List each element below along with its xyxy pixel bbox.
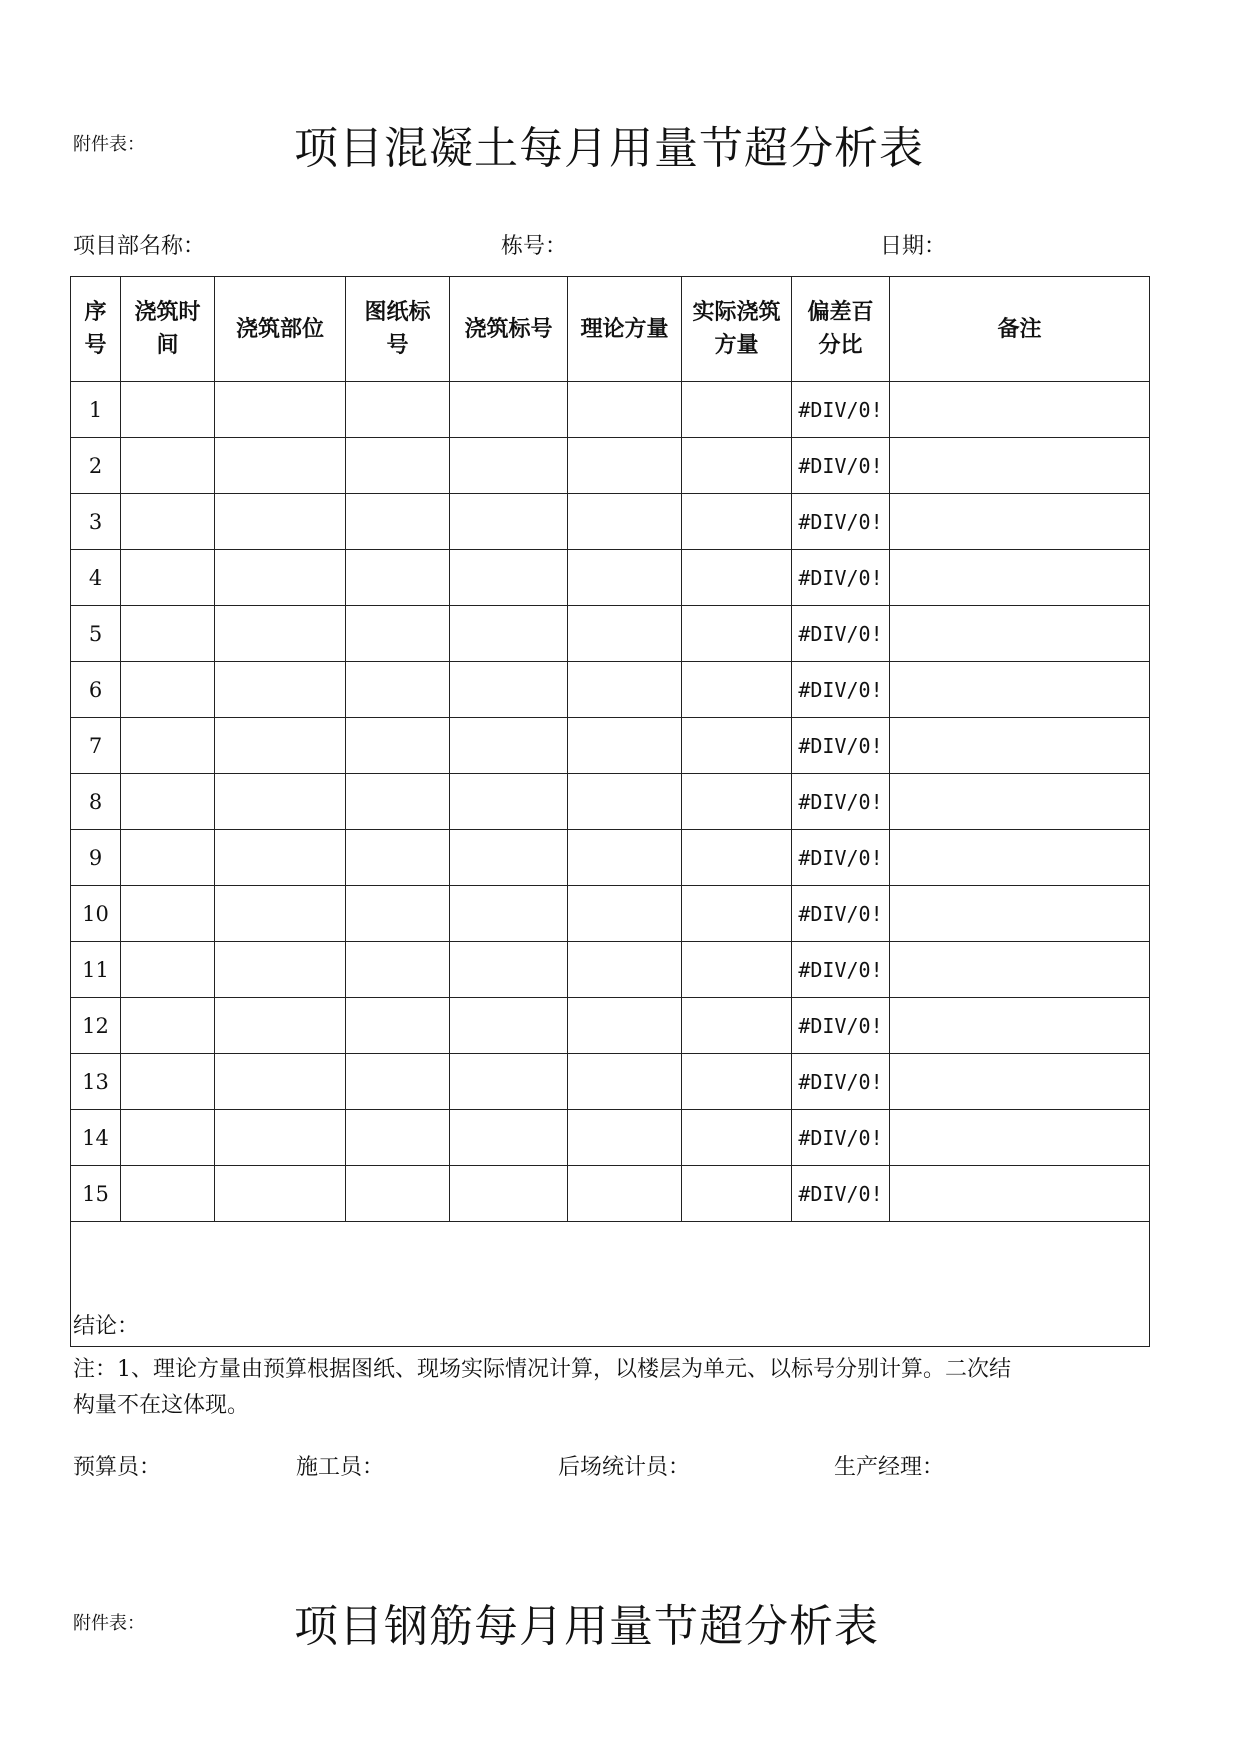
empty-cell: [346, 774, 450, 830]
empty-cell: [450, 774, 568, 830]
empty-cell: [121, 998, 215, 1054]
empty-cell: [346, 438, 450, 494]
empty-cell: [450, 494, 568, 550]
empty-cell: [121, 774, 215, 830]
date-label: 日期：: [880, 234, 947, 259]
table-row: [71, 606, 1150, 662]
table-row: [71, 382, 1150, 438]
empty-cell: [450, 1166, 568, 1222]
table-row: [71, 774, 1150, 830]
serial-no-cell: 8: [71, 774, 121, 830]
note-line-1: 注：1、理论方量由预算根据图纸、现场实际情况计算，以楼层为单元、以标号分别计算。二次结: [73, 1357, 1012, 1382]
empty-cell: [682, 998, 792, 1054]
empty-cell: [215, 830, 346, 886]
empty-cell: [568, 830, 682, 886]
deviation-cell: #DIV/0!: [792, 1166, 890, 1222]
deviation-cell: #DIV/0!: [792, 382, 890, 438]
building-number-label: 栋号：: [501, 234, 568, 259]
empty-cell: [450, 830, 568, 886]
serial-no-cell: 4: [71, 550, 121, 606]
empty-cell: [682, 382, 792, 438]
empty-cell: [215, 662, 346, 718]
empty-cell: [682, 606, 792, 662]
empty-cell: [346, 718, 450, 774]
empty-cell: [682, 942, 792, 998]
deviation-cell: #DIV/0!: [792, 550, 890, 606]
empty-cell: [682, 718, 792, 774]
empty-cell: [568, 718, 682, 774]
header-pour-grade: 浇筑标号: [450, 277, 568, 382]
empty-cell: [215, 1054, 346, 1110]
signature-manager: 生产经理：: [834, 1455, 945, 1480]
empty-cell: [890, 942, 1150, 998]
serial-no-cell: 1: [71, 382, 121, 438]
header-serial-no: 序 号: [71, 277, 121, 382]
empty-cell: [346, 606, 450, 662]
deviation-cell: #DIV/0!: [792, 942, 890, 998]
serial-no-cell: 3: [71, 494, 121, 550]
table-row: [71, 718, 1150, 774]
empty-cell: [890, 830, 1150, 886]
serial-no-cell: 7: [71, 718, 121, 774]
empty-cell: [121, 830, 215, 886]
deviation-cell: #DIV/0!: [792, 662, 890, 718]
empty-cell: [682, 438, 792, 494]
page-title-2: 项目钢筋每月用量节超分析表: [294, 1601, 879, 1652]
empty-cell: [450, 718, 568, 774]
empty-cell: [568, 886, 682, 942]
empty-cell: [346, 662, 450, 718]
concrete-usage-table: [70, 276, 1150, 1347]
attachment-label-2: 附件表：: [73, 1613, 145, 1634]
deviation-cell: #DIV/0!: [792, 998, 890, 1054]
empty-cell: [215, 550, 346, 606]
table-row: [71, 942, 1150, 998]
header-remarks: 备注: [890, 277, 1150, 382]
empty-cell: [890, 494, 1150, 550]
empty-cell: [215, 382, 346, 438]
empty-cell: [890, 382, 1150, 438]
empty-cell: [568, 438, 682, 494]
empty-cell: [346, 830, 450, 886]
header-actual-volume: 实际浇筑 方量: [682, 277, 792, 382]
attachment-label: 附件表：: [73, 134, 145, 155]
note-line-2: 构量不在这体现。: [73, 1393, 250, 1418]
empty-cell: [215, 438, 346, 494]
deviation-cell: #DIV/0!: [792, 886, 890, 942]
empty-cell: [121, 606, 215, 662]
signature-budget: 预算员：: [73, 1455, 162, 1480]
empty-cell: [568, 382, 682, 438]
empty-cell: [890, 886, 1150, 942]
deviation-cell: #DIV/0!: [792, 1054, 890, 1110]
empty-cell: [215, 774, 346, 830]
table-row: [71, 1166, 1150, 1222]
serial-no-cell: 10: [71, 886, 121, 942]
empty-cell: [346, 550, 450, 606]
table-row: [71, 550, 1150, 606]
empty-cell: [121, 718, 215, 774]
table-row: [71, 1054, 1150, 1110]
empty-cell: [346, 998, 450, 1054]
serial-no-cell: 12: [71, 998, 121, 1054]
table-header-row: [71, 277, 1150, 382]
signature-statistician: 后场统计员：: [558, 1455, 691, 1480]
empty-cell: [121, 942, 215, 998]
empty-cell: [568, 606, 682, 662]
empty-cell: [568, 1054, 682, 1110]
empty-cell: [346, 1110, 450, 1166]
empty-cell: [890, 718, 1150, 774]
header-pour-time: 浇筑时 间: [121, 277, 215, 382]
table-row: [71, 494, 1150, 550]
empty-cell: [890, 1110, 1150, 1166]
empty-cell: [346, 494, 450, 550]
empty-cell: [682, 1054, 792, 1110]
empty-cell: [568, 1110, 682, 1166]
serial-no-cell: 6: [71, 662, 121, 718]
empty-cell: [121, 550, 215, 606]
table-row: [71, 886, 1150, 942]
empty-cell: [121, 1110, 215, 1166]
empty-cell: [215, 942, 346, 998]
header-deviation-percent: 偏差百 分比: [792, 277, 890, 382]
empty-cell: [890, 998, 1150, 1054]
empty-cell: [450, 1054, 568, 1110]
empty-cell: [215, 998, 346, 1054]
project-name-label: 项目部名称：: [73, 234, 206, 259]
note-text: [73, 1352, 1011, 1424]
empty-cell: [890, 662, 1150, 718]
empty-cell: [682, 830, 792, 886]
conclusion-label: 结论：: [71, 1222, 1150, 1347]
empty-cell: [450, 606, 568, 662]
empty-cell: [890, 1054, 1150, 1110]
table-row: [71, 438, 1150, 494]
table-row: [71, 998, 1150, 1054]
deviation-cell: #DIV/0!: [792, 774, 890, 830]
empty-cell: [450, 998, 568, 1054]
serial-no-cell: 13: [71, 1054, 121, 1110]
empty-cell: [215, 1110, 346, 1166]
empty-cell: [890, 1166, 1150, 1222]
deviation-cell: #DIV/0!: [792, 718, 890, 774]
empty-cell: [121, 382, 215, 438]
empty-cell: [568, 774, 682, 830]
empty-cell: [890, 606, 1150, 662]
deviation-cell: #DIV/0!: [792, 438, 890, 494]
empty-cell: [682, 550, 792, 606]
empty-cell: [450, 886, 568, 942]
empty-cell: [568, 998, 682, 1054]
empty-cell: [682, 1166, 792, 1222]
serial-no-cell: 9: [71, 830, 121, 886]
empty-cell: [215, 606, 346, 662]
empty-cell: [568, 942, 682, 998]
empty-cell: [682, 662, 792, 718]
serial-no-cell: 15: [71, 1166, 121, 1222]
empty-cell: [346, 942, 450, 998]
empty-cell: [682, 774, 792, 830]
empty-cell: [450, 382, 568, 438]
empty-cell: [346, 1166, 450, 1222]
table-row: [71, 662, 1150, 718]
header-theoretical-volume: 理论方量: [568, 277, 682, 382]
empty-cell: [346, 382, 450, 438]
deviation-cell: #DIV/0!: [792, 494, 890, 550]
table-row: [71, 1110, 1150, 1166]
empty-cell: [121, 494, 215, 550]
empty-cell: [215, 494, 346, 550]
empty-cell: [450, 1110, 568, 1166]
empty-cell: [215, 1166, 346, 1222]
signature-construction: 施工员：: [296, 1455, 385, 1480]
empty-cell: [682, 886, 792, 942]
empty-cell: [568, 494, 682, 550]
page-title: 项目混凝土每月用量节超分析表: [294, 123, 924, 174]
empty-cell: [890, 438, 1150, 494]
empty-cell: [346, 886, 450, 942]
table-row: [71, 830, 1150, 886]
empty-cell: [568, 662, 682, 718]
empty-cell: [890, 774, 1150, 830]
empty-cell: [346, 1054, 450, 1110]
header-drawing-grade: 图纸标 号: [346, 277, 450, 382]
empty-cell: [215, 886, 346, 942]
empty-cell: [450, 942, 568, 998]
empty-cell: [121, 1166, 215, 1222]
serial-no-cell: 2: [71, 438, 121, 494]
empty-cell: [682, 1110, 792, 1166]
empty-cell: [682, 494, 792, 550]
empty-cell: [121, 662, 215, 718]
deviation-cell: #DIV/0!: [792, 606, 890, 662]
deviation-cell: #DIV/0!: [792, 830, 890, 886]
empty-cell: [568, 550, 682, 606]
conclusion-row: [71, 1222, 1150, 1347]
empty-cell: [450, 550, 568, 606]
empty-cell: [121, 1054, 215, 1110]
serial-no-cell: 14: [71, 1110, 121, 1166]
empty-cell: [121, 886, 215, 942]
serial-no-cell: 11: [71, 942, 121, 998]
empty-cell: [450, 662, 568, 718]
empty-cell: [890, 550, 1150, 606]
empty-cell: [215, 718, 346, 774]
empty-cell: [568, 1166, 682, 1222]
empty-cell: [121, 438, 215, 494]
empty-cell: [450, 438, 568, 494]
serial-no-cell: 5: [71, 606, 121, 662]
header-pour-location: 浇筑部位: [215, 277, 346, 382]
deviation-cell: #DIV/0!: [792, 1110, 890, 1166]
